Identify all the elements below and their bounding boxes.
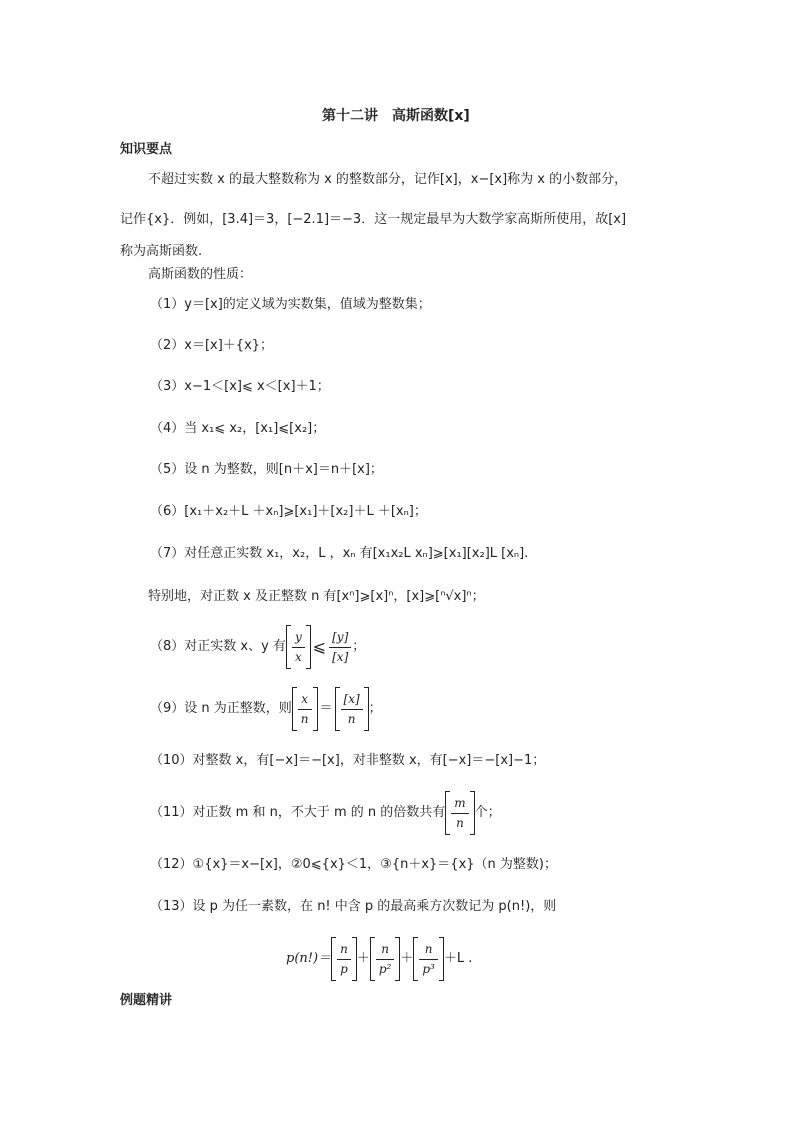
fraction-y-over-x-bracket <box>286 625 311 669</box>
legendre-formula <box>286 935 472 983</box>
property-9-prefix: （9）设 n 为正整数，则 <box>150 701 292 716</box>
numerator: n <box>419 942 438 960</box>
fraction-x-over-n-bracket <box>292 687 318 731</box>
left-bracket <box>331 937 336 981</box>
fraction-m-over-n-bracket <box>445 791 474 835</box>
properties-heading: 高斯函数的性质： <box>148 267 253 282</box>
formula-tail: ＋L . <box>443 951 473 966</box>
denominator: p² <box>378 961 392 976</box>
left-bracket <box>413 937 418 981</box>
denominator: p <box>340 961 348 976</box>
formula-lhs: p(n!)＝ <box>286 951 332 966</box>
section-heading-knowledge: 知识要点 <box>120 142 173 157</box>
intro-line-1: 不超过实数 x 的最大整数称为 x 的整数部分，记作[x]，x−[x]称为 x 的小数部分， <box>148 172 628 187</box>
fraction-n-over-p-cubed <box>413 937 444 981</box>
property-7: （7）对任意正实数 x₁，x₂，L ，xₙ 有[x₁x₂L xₙ]⩾[x₁][x₂]L [xₙ]. <box>150 546 529 561</box>
plus-sign: ＋ <box>400 951 414 966</box>
left-bracket <box>292 687 297 731</box>
fraction-n-over-p-squared <box>370 937 401 981</box>
property-1: （1）y＝[x]的定义域为实数集，值域为整数集； <box>150 297 431 312</box>
property-10: （10）对整数 x，有[−x]＝−[x]，对非整数 x，有[−x]＝−[x]−1； <box>150 753 546 768</box>
plus-sign: ＋ <box>356 951 370 966</box>
property-3: （3）x−1＜[x]⩽ x＜[x]＋1； <box>150 379 330 394</box>
property-12: （12）①{x}＝x−[x]，②0⩽{x}＜1，③{n＋x}＝{x}（n 为整数)； <box>150 857 557 872</box>
property-6: （6）[x₁＋x₂＋L ＋xₙ]⩾[x₁]＋[x₂]＋L ＋[xₙ]； <box>150 504 427 519</box>
denominator: n <box>456 815 464 830</box>
property-13: （13）设 p 为任一素数，在 n! 中含 p 的最高乘方次数记为 p(n!)，则 <box>150 899 557 914</box>
page-title: 第十二讲 高斯函数[x] <box>322 108 470 124</box>
eq-sign: ＝ <box>319 701 333 716</box>
left-bracket <box>445 791 450 835</box>
le-sign: ⩽ <box>312 637 327 656</box>
property-11-suffix: 个； <box>474 805 501 820</box>
property-7-special: 特别地，对正数 x 及正整数 n 有[xⁿ]⩾[x]ⁿ，[x]⩾[ⁿ√x]ⁿ； <box>148 589 485 604</box>
denominator: p³ <box>422 961 435 976</box>
property-9 <box>150 686 382 732</box>
numerator: [y] <box>329 630 351 648</box>
denominator: x <box>294 649 302 664</box>
property-5: （5）设 n 为整数，则[n＋x]＝n＋[x]； <box>150 462 383 477</box>
numerator: m <box>451 796 468 814</box>
property-11-prefix: （11）对正数 m 和 n，不大于 m 的 n 的倍数共有 <box>150 805 446 820</box>
property-8-prefix: （8）对正实数 x、y 有 <box>150 639 286 654</box>
right-bracket <box>306 625 311 669</box>
left-bracket <box>286 625 291 669</box>
property-2: （2）x＝[x]＋{x}； <box>150 338 274 353</box>
denominator: n <box>300 711 309 726</box>
left-bracket <box>370 937 375 981</box>
intro-line-2: 记作{x}．例如，[3.4]＝3，[−2.1]＝−3．这一规定最早为大数学家高斯所使用，故[x] <box>120 212 627 227</box>
fraction-bracket-y-over-bracket-x <box>329 630 351 665</box>
right-bracket <box>313 687 318 731</box>
numerator: n <box>337 942 351 960</box>
property-8 <box>150 624 365 670</box>
fraction-bracket-x-over-n-bracket <box>335 687 369 731</box>
denominator: n <box>347 711 356 726</box>
fraction-n-over-p <box>331 937 357 981</box>
numerator: n <box>376 942 395 960</box>
property-4: （4）当 x₁⩽ x₂，[x₁]⩽[x₂]； <box>150 421 326 436</box>
property-11 <box>150 790 501 836</box>
property-9-suffix: ； <box>368 701 382 716</box>
left-bracket <box>335 687 340 731</box>
numerator: [x] <box>341 692 363 710</box>
property-8-suffix: ； <box>352 639 366 654</box>
denominator: [x] <box>332 649 349 664</box>
intro-line-3: 称为高斯函数. <box>120 244 203 259</box>
numerator: y <box>292 630 305 648</box>
section-heading-examples: 例题精讲 <box>120 993 173 1008</box>
numerator: x <box>298 692 312 710</box>
